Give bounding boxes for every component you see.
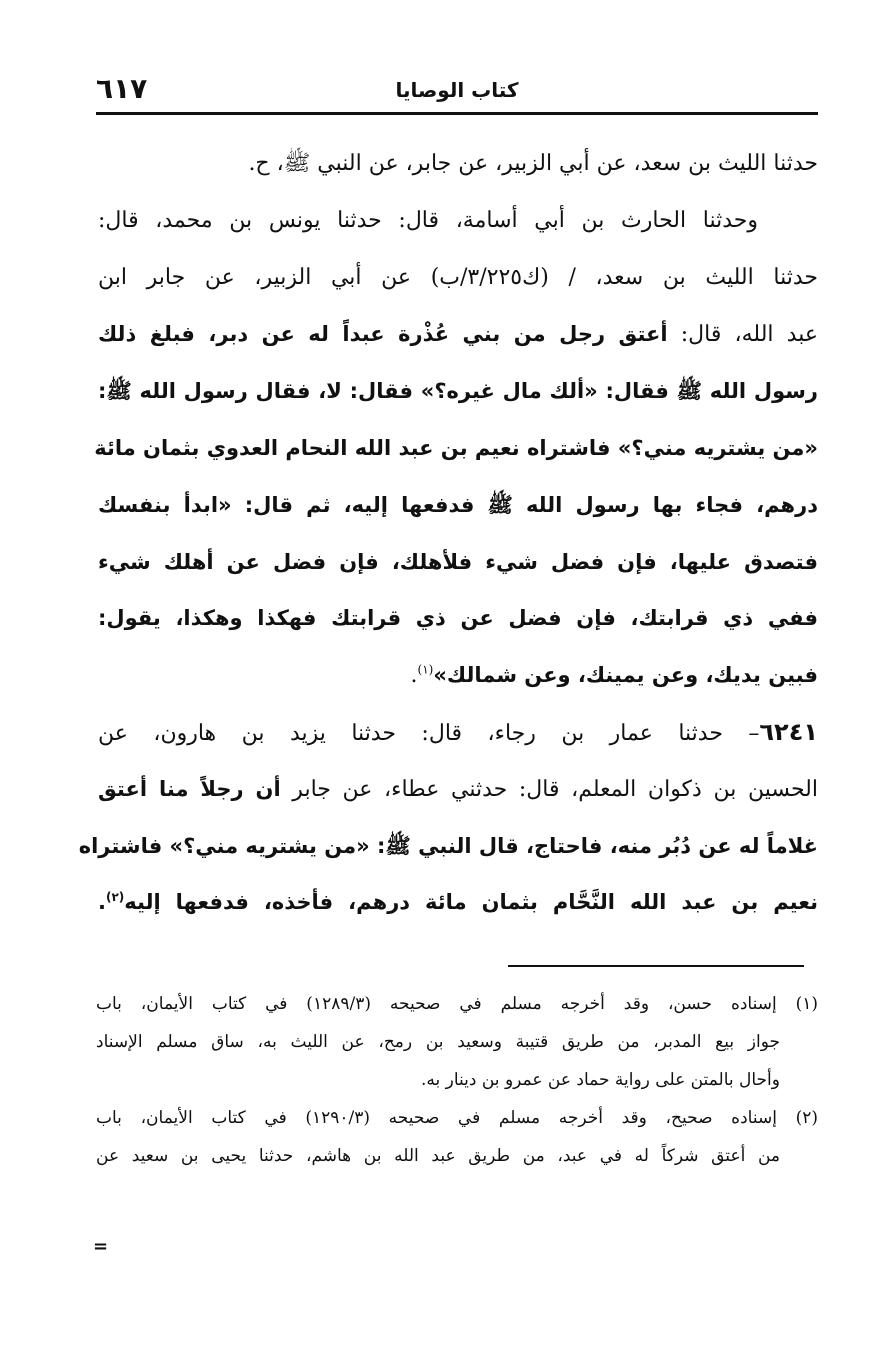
text-line: رسول الله ﷺ فقال: «ألك مال غيره؟» فقال: لا، فقال رسول الله ﷺ: [98,379,818,404]
text-line: ففي ذي قرابتك، فإن فضل عن ذي قرابتك فهكذا وهكذا، يقول: [98,606,818,631]
footnote-ref: (٢) [105,890,125,905]
page-number: ٦١٧ [96,72,148,105]
footnote-line: جواز بيع المدبر، من طريق قتيبة وسعيد بن رمح، عن الليث به، ساق مسلم الإسناد [96,1032,780,1052]
text-line: ٦٢٤١– حدثنا عمار بن رجاء، قال: حدثنا يزيد بن هارون، عن [98,717,818,746]
page-header [96,72,818,112]
text-line: حدثنا الليث بن سعد، / (ك٣/٢٢٥/ب) عن أبي الزبير، عن جابر ابن [98,264,818,290]
main-text [78,136,818,931]
text-line: الحسين بن ذكوان المعلم، قال: حدثني عطاء، عن جابر أن رجلاً منا أعتق [98,776,818,802]
footnote-ref: (١) [417,662,434,677]
text-line: حدثنا الليث بن سعد، عن أبي الزبير، عن جابر، عن النبي ﷺ، ح. [248,151,818,176]
footnote-line: وأحال بالمتن على رواية حماد عن عمرو بن دينار به. [420,1070,780,1090]
footnote-line: (٢) إسناده صحيح، وقد أخرجه مسلم في صحيحه (١٢٩٠/٣) في كتاب الأيمان، باب [96,1108,818,1128]
text-line: فتصدق عليها، فإن فضل شيء فلأهلك، فإن فضل عن أهلك شيء [98,549,818,574]
text-line: غلاماً له عن دُبُر منه، فاحتاج، قال النبي ﷺ: «من يشتريه مني؟» فاشتراه [78,833,818,858]
footnote-separator [508,965,804,967]
continuation-mark: = [93,1236,109,1257]
text-line: «من يشتريه مني؟» فاشتراه نعيم بن عبد الله النحام العدوي بثمان مائة [94,435,818,460]
text-line: فبين يديك، وعن يمينك، وعن شمالك»$^{(١)}$. [410,662,818,689]
text-line: وحدثنا الحارث بن أبي أسامة، قال: حدثنا يونس بن محمد، قال: [98,207,758,233]
footnote-line: (١) إسناده حسن، وقد أخرجه مسلم في صحيحه (١٢٨٩/٣) في كتاب الأيمان، باب [96,994,819,1014]
text-line: نعيم بن عبد الله النَّحَّام بثمان مائة درهم، فأخذه، فدفعها إليه$^{(٢)}$. [98,890,818,915]
header-rule [96,112,818,115]
footnotes [96,985,818,1175]
text-line: درهم، فجاء بها رسول الله ﷺ فدفعها إليه، ثم قال: «ابدأ بنفسك [98,492,818,517]
text-line: عبد الله، قال: أعتق رجل من بني عُذْرة عبداً له عن دبر، فبلغ ذلك [98,322,818,348]
footnote-line: من أعتق شركاً له في عبد، من طريق عبد الله بن هاشم، حدثنا يحيى بن سعيد عن [96,1146,780,1166]
chapter-title: كتاب الوصايا [395,78,519,102]
hadith-number: ٦٢٤١ [759,717,818,746]
